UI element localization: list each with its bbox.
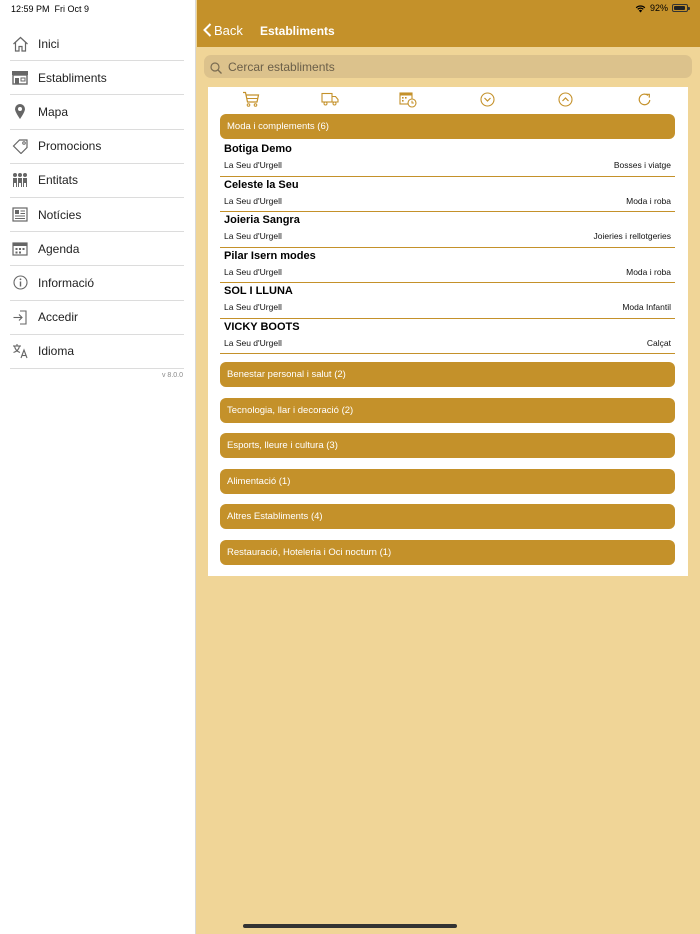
establishment-name: SOL I LLUNA: [224, 285, 293, 297]
status-date: Fri Oct 9: [54, 4, 90, 14]
list-item[interactable]: [220, 177, 675, 213]
back-label: Back: [214, 23, 243, 38]
back-button[interactable]: [203, 23, 243, 38]
category-header[interactable]: [220, 398, 675, 423]
establishment-name: Celeste la Seu: [224, 178, 299, 191]
map-pin-icon: [11, 103, 29, 121]
filter-toolbar: [208, 87, 688, 111]
establishment-town: La Seu d'Urgell: [224, 302, 282, 312]
establishment-town: La Seu d'Urgell: [224, 337, 282, 348]
category-label: Restauració, Hoteleria i Oci nocturn (1): [227, 547, 392, 558]
calendar-clock-icon[interactable]: [399, 90, 417, 108]
category-label: Alimentació (1): [227, 476, 291, 487]
category-label: Moda i complements (6): [227, 121, 329, 132]
establishment-type: Moda i roba: [626, 266, 671, 277]
establishment-type: Bosses i viatge: [613, 160, 671, 170]
sidebar-item-label: Informació: [38, 275, 95, 290]
sidebar-item-label: Inici: [38, 36, 60, 51]
establishment-town: La Seu d'Urgell: [224, 195, 282, 206]
status-right: [635, 3, 688, 13]
language-icon: [11, 342, 29, 360]
list-item[interactable]: [220, 212, 675, 248]
home-indicator[interactable]: [243, 924, 457, 928]
establishment-name: VICKY BOOTS: [224, 320, 300, 333]
app-version: v 8.0.0: [161, 372, 183, 379]
tag-icon: [11, 137, 29, 155]
establishment-town: La Seu d'Urgell: [224, 231, 282, 241]
status-time: 12:59 PM: [11, 4, 50, 14]
newspaper-icon: [11, 206, 29, 224]
establishment-town: La Seu d'Urgell: [224, 160, 282, 170]
establishment-town: La Seu d'Urgell: [224, 266, 282, 277]
category-label: Benestar personal i salut (2): [227, 369, 346, 380]
sidebar-menu: [0, 27, 196, 369]
sidebar-item-label: Accedir: [38, 310, 79, 325]
search-input[interactable]: [228, 60, 668, 74]
sidebar-item-establiments[interactable]: [10, 61, 184, 95]
sidebar: [0, 0, 196, 934]
category-label: Tecnologia, llar i decoració (2): [227, 405, 354, 416]
establishment-name: Joieria Sangra: [224, 214, 300, 226]
search-bar: [204, 55, 692, 78]
chevron-left-icon: [203, 23, 212, 38]
sidebar-item-label: Entitats: [38, 173, 79, 188]
category-header[interactable]: [220, 504, 675, 529]
establishment-type: Calçat: [646, 337, 671, 348]
refresh-icon[interactable]: [635, 90, 653, 108]
sidebar-item-accedir[interactable]: [10, 301, 184, 335]
status-time-date: [11, 4, 89, 14]
sidebar-item-entitats[interactable]: [10, 164, 184, 198]
establishment-list: [220, 141, 675, 354]
sidebar-item-label: Establiments: [38, 70, 107, 85]
battery-icon: [672, 4, 688, 12]
status-bar: [0, 0, 700, 18]
sidebar-item-label: Agenda: [38, 241, 80, 256]
list-item[interactable]: [220, 248, 675, 284]
sidebar-item-promocions[interactable]: [10, 130, 184, 164]
category-header[interactable]: [220, 114, 675, 139]
sidebar-item-agenda[interactable]: [10, 232, 184, 266]
sidebar-item-noticies[interactable]: [10, 198, 184, 232]
category-header[interactable]: [220, 469, 675, 494]
category-header[interactable]: [220, 433, 675, 458]
sidebar-item-label: Mapa: [38, 104, 69, 119]
wifi-icon: [635, 4, 646, 13]
store-icon: [11, 69, 29, 87]
sidebar-item-idioma[interactable]: [10, 335, 184, 369]
sidebar-item-inici[interactable]: [10, 27, 184, 61]
cart-icon[interactable]: [242, 90, 260, 108]
collapse-all-icon[interactable]: [556, 90, 574, 108]
battery-percent: 92%: [649, 3, 668, 13]
establishment-type: Moda Infantil: [622, 302, 671, 312]
search-icon: [210, 61, 222, 73]
establishment-name: Botiga Demo: [224, 143, 292, 155]
category-header[interactable]: [220, 362, 675, 387]
sidebar-item-label: Notícies: [38, 207, 82, 222]
expand-all-icon[interactable]: [478, 90, 496, 108]
establishment-type: Joieries i rellotgeries: [593, 231, 671, 241]
calendar-icon: [11, 240, 29, 258]
list-item[interactable]: [220, 319, 675, 355]
category-header[interactable]: [220, 540, 675, 565]
info-icon: [11, 274, 29, 292]
page-title: Establiments: [260, 24, 335, 38]
list-item[interactable]: [220, 141, 675, 177]
sidebar-item-label: Promocions: [38, 139, 102, 154]
people-icon: [11, 171, 29, 189]
establishment-name: Pilar Isern modes: [224, 249, 316, 262]
category-label: Altres Establiments (4): [227, 511, 323, 522]
category-label: Esports, lleure i cultura (3): [227, 440, 338, 451]
home-icon: [11, 35, 29, 53]
establishments-panel: [208, 87, 688, 576]
establishment-type: Moda i roba: [626, 195, 671, 206]
truck-icon[interactable]: [321, 90, 339, 108]
list-item[interactable]: [220, 283, 675, 319]
sidebar-item-label: Idioma: [38, 344, 75, 359]
sidebar-item-mapa[interactable]: [10, 95, 184, 129]
login-icon: [11, 308, 29, 326]
sidebar-item-informacio[interactable]: [10, 266, 184, 300]
